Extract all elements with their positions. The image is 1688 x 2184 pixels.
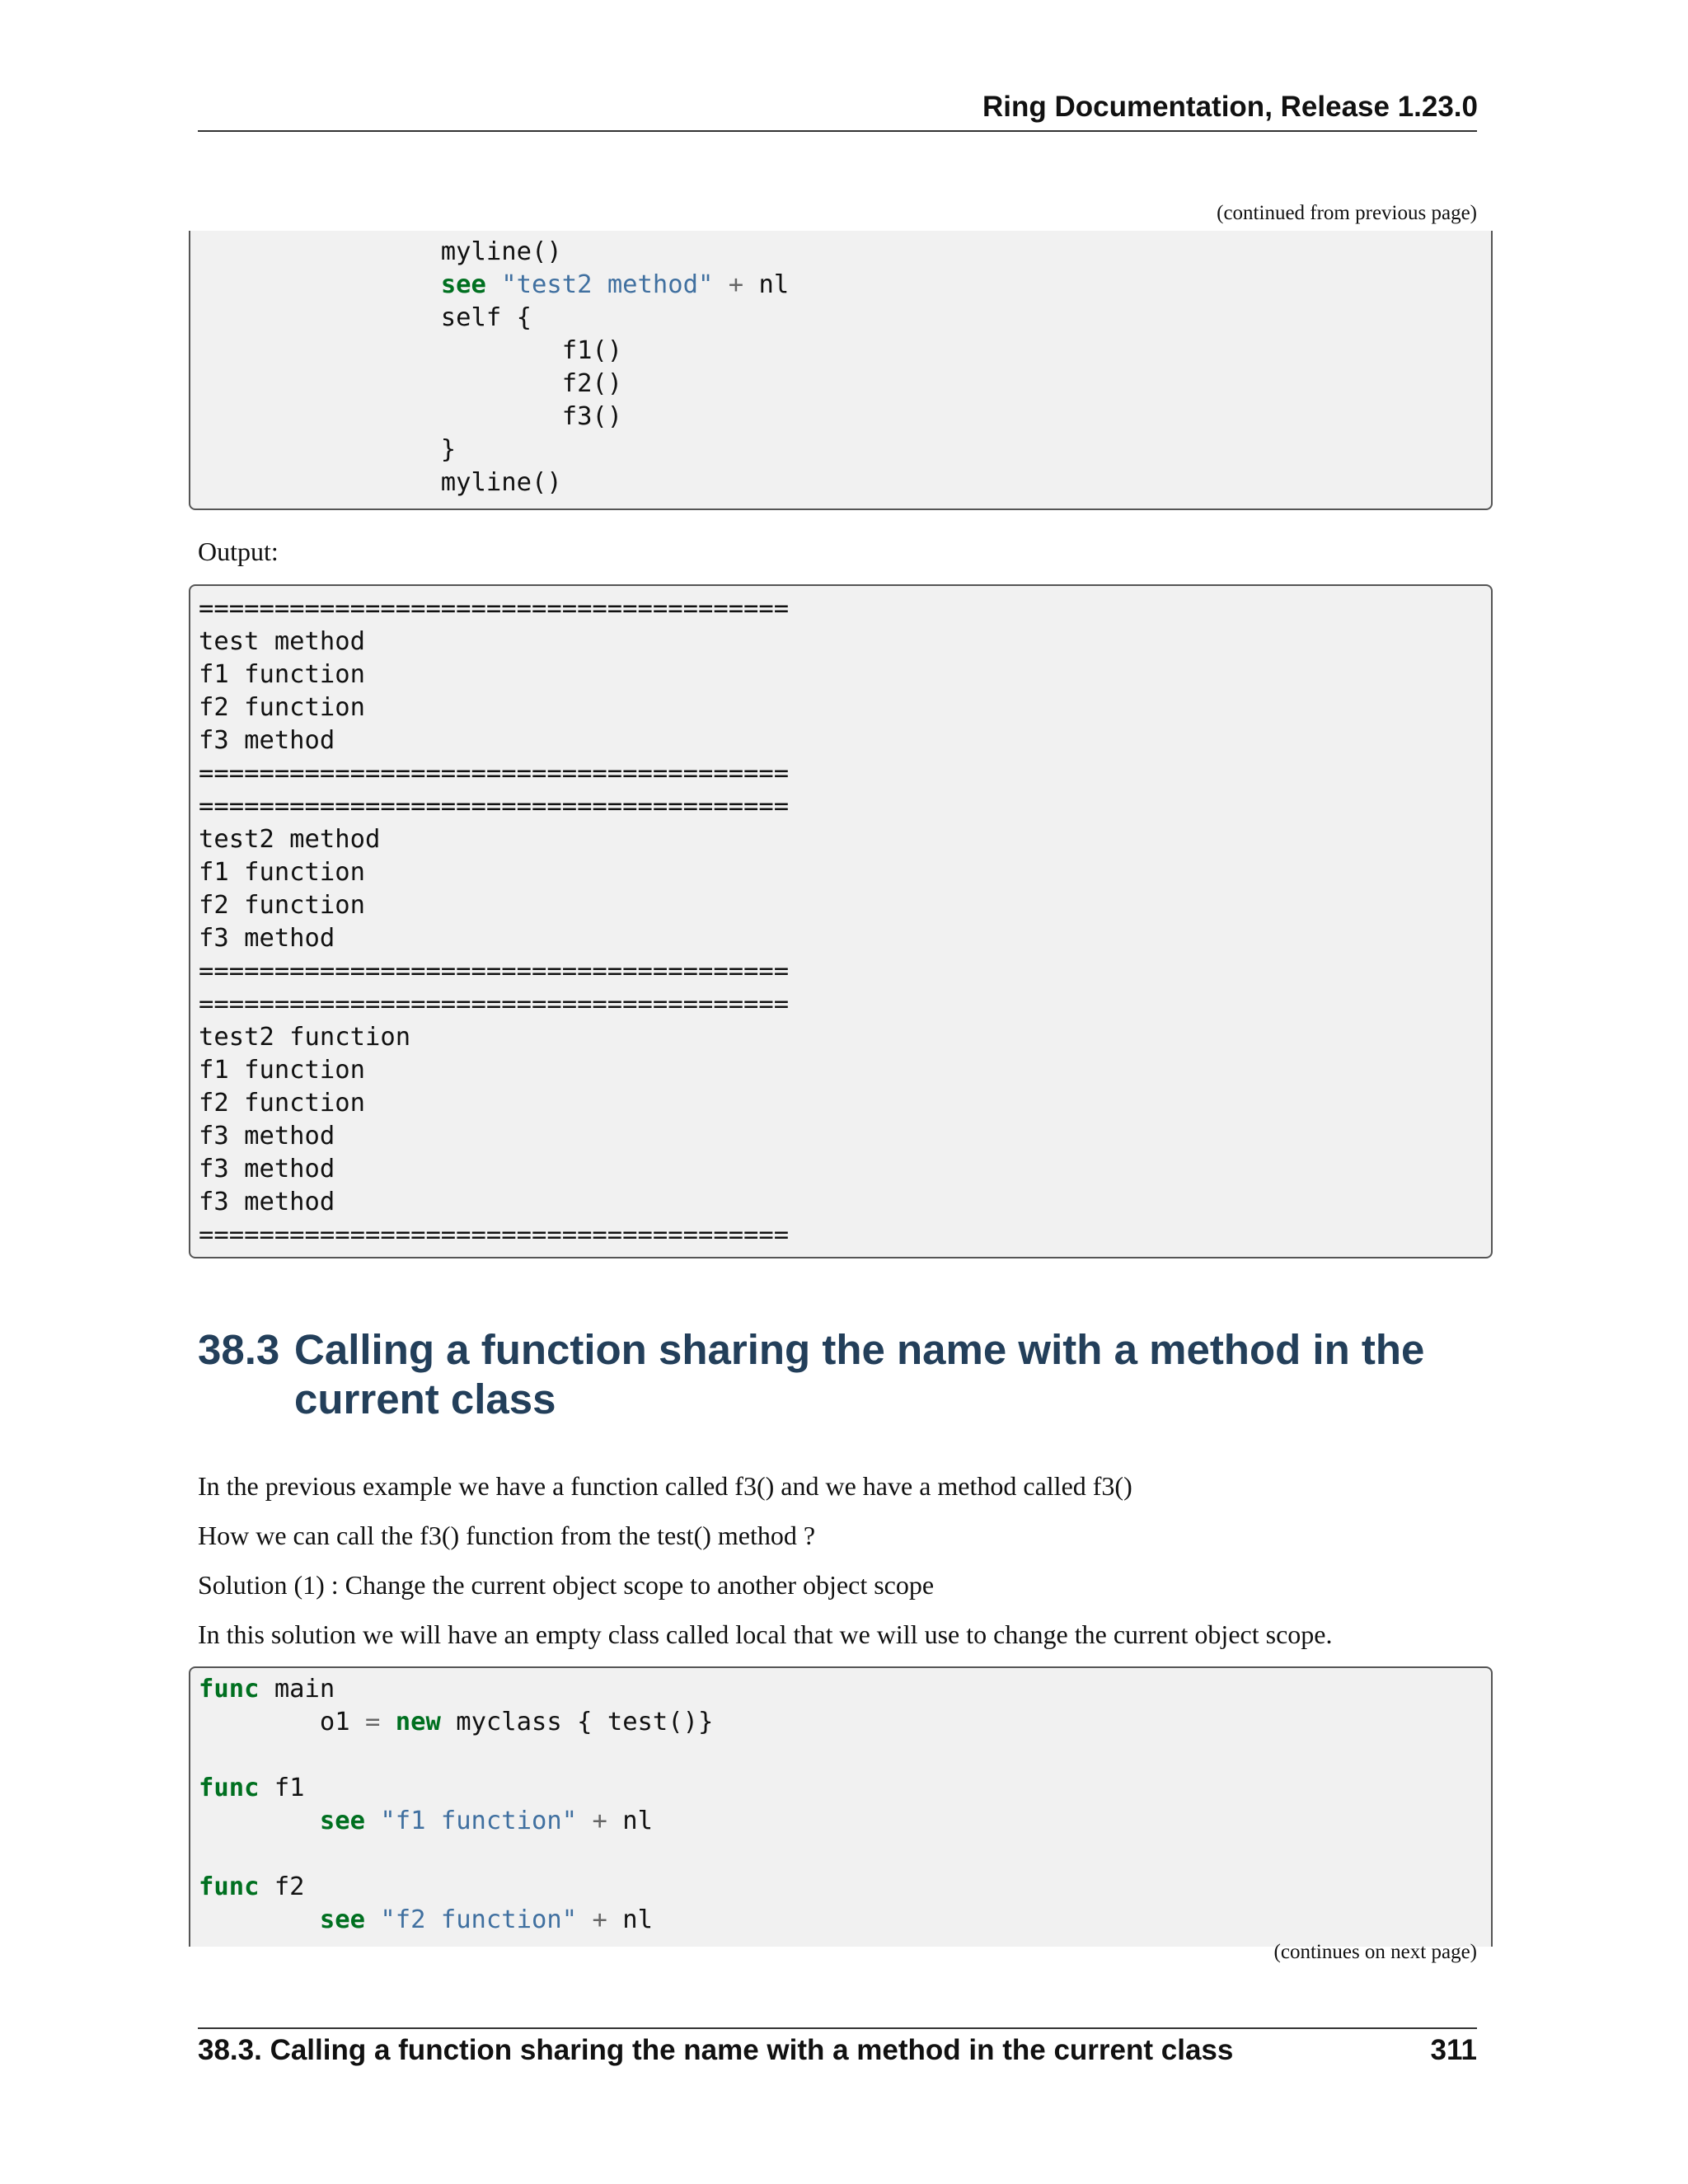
code-text: f1 — [259, 1774, 305, 1802]
output-line: test method — [199, 627, 365, 656]
code-text — [577, 1807, 592, 1835]
output-label: Output: — [198, 537, 279, 566]
code-line — [199, 335, 1491, 368]
footer-section-label: 38.3. Calling a function sharing the name with a method in the current class — [198, 2034, 1234, 2066]
code-operator: = — [365, 1708, 381, 1736]
code-text: nl — [607, 1807, 653, 1835]
continues-on-note: (continues on next page) — [1273, 1941, 1477, 1963]
code-string: "f1 function" — [380, 1807, 578, 1835]
output-line: f1 function — [199, 1056, 365, 1085]
code-keyword: func — [199, 1774, 260, 1802]
section-title-text: Calling a function sharing the name with a method in the current class — [294, 1326, 1425, 1422]
output-line: f3 method — [199, 1122, 335, 1151]
code-line — [199, 1904, 1491, 1937]
code-text: o1 — [199, 1708, 365, 1736]
output-line: f2 function — [199, 891, 365, 920]
paragraph-1: In the previous example we have a function called f3() and we have a method called f3() — [198, 1471, 1132, 1501]
code-line — [199, 368, 1491, 401]
code-text — [486, 270, 501, 299]
paragraph-3: Solution (1) : Change the current object scope to another object scope — [198, 1570, 935, 1600]
output-line: test2 function — [199, 1023, 411, 1052]
code-operator: + — [592, 1807, 607, 1835]
output-line: f3 method — [199, 924, 335, 953]
code-line — [199, 269, 1491, 302]
paragraph-4: In this solution we will have an empty class called local that we will use to change the current object scope. — [198, 1619, 1333, 1649]
output-line: ======================================= — [199, 1221, 790, 1249]
code-operator: + — [728, 270, 744, 299]
code-line — [199, 1838, 1491, 1871]
page-number: 311 — [1430, 2034, 1477, 2066]
code-text: nl — [607, 1905, 653, 1934]
code-text: f3() — [199, 402, 623, 431]
code-text: f2 — [259, 1872, 305, 1901]
code-line — [199, 1805, 1491, 1838]
code-text — [365, 1905, 380, 1934]
code-text — [713, 270, 728, 299]
footer-rule — [198, 2027, 1477, 2029]
code-text — [199, 270, 441, 299]
code-keyword: see — [319, 1905, 365, 1934]
output-line: f3 method — [199, 726, 335, 755]
code-text — [199, 1807, 320, 1835]
code-line — [199, 302, 1491, 335]
code-text: myline() — [199, 237, 562, 266]
code-keyword: see — [319, 1807, 365, 1835]
paragraph-2: How we can call the f3() function from the test() method ? — [198, 1521, 816, 1550]
output-line: f1 function — [199, 660, 365, 689]
output-line: f3 method — [199, 1155, 335, 1183]
code-text — [365, 1807, 380, 1835]
code-keyword: new — [395, 1708, 441, 1736]
output-line: f1 function — [199, 858, 365, 887]
code-text: myclass { test()} — [440, 1708, 714, 1736]
code-string: "test2 method" — [501, 270, 714, 299]
code-text: } — [199, 435, 457, 464]
code-text — [380, 1708, 395, 1736]
code-line — [199, 401, 1491, 434]
code-text: f2() — [199, 369, 623, 398]
code-line — [199, 1772, 1491, 1805]
code-line — [199, 1871, 1491, 1904]
code-operator: + — [592, 1905, 607, 1934]
header-rule — [198, 130, 1477, 132]
code-text — [577, 1905, 592, 1934]
code-keyword: func — [199, 1675, 260, 1704]
output-line: test2 method — [199, 825, 381, 854]
output-block — [189, 584, 1493, 1258]
section-number: 38.3 — [198, 1326, 280, 1373]
code-line — [199, 1706, 1491, 1739]
continued-from-note: (continued from previous page) — [1217, 202, 1477, 224]
code-text: self { — [199, 303, 532, 332]
output-line: f3 method — [199, 1188, 335, 1216]
output-line: f2 function — [199, 1089, 365, 1118]
code-line — [199, 1673, 1491, 1706]
code-keyword: func — [199, 1872, 260, 1901]
code-text — [199, 1905, 320, 1934]
code-text: main — [259, 1675, 335, 1704]
code-line — [199, 434, 1491, 466]
output-line: ======================================= — [199, 990, 790, 1019]
output-line: ======================================= — [199, 594, 790, 623]
code-line — [199, 1739, 1491, 1772]
output-line: ======================================= — [199, 792, 790, 821]
output-line: ======================================= — [199, 957, 790, 986]
output-line: f2 function — [199, 693, 365, 722]
output-line: ======================================= — [199, 759, 790, 788]
code-string: "f2 function" — [380, 1905, 578, 1934]
code-text: myline() — [199, 468, 562, 497]
code-text: nl — [743, 270, 790, 299]
code-block-continues — [189, 1666, 1493, 1947]
running-header-title: Ring Documentation, Release 1.23.0 — [982, 91, 1478, 123]
code-text: f1() — [199, 336, 623, 365]
code-keyword: see — [440, 270, 486, 299]
code-block-continued — [189, 231, 1493, 510]
code-line — [199, 236, 1491, 269]
code-line — [199, 466, 1491, 499]
